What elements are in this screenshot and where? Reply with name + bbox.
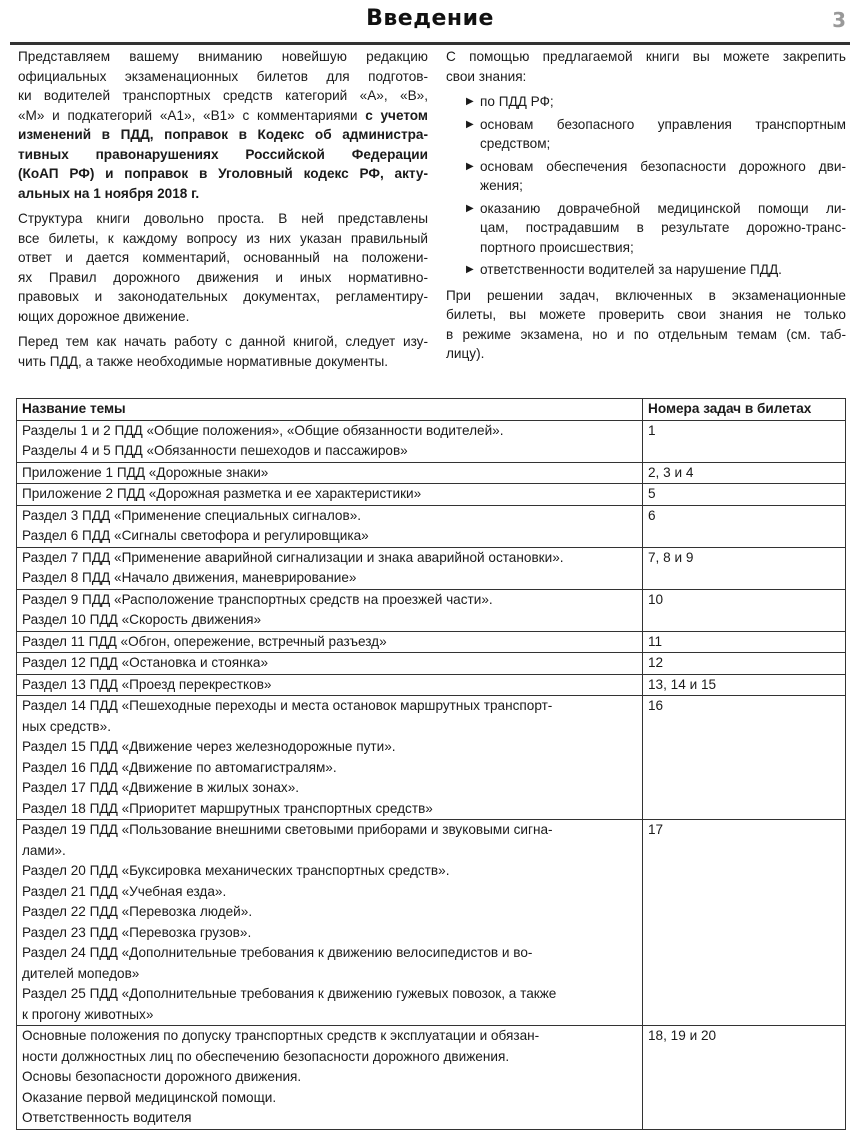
bullet-triangle-icon: ▶ xyxy=(466,160,474,172)
text-line xyxy=(18,268,428,288)
paragraph xyxy=(18,332,428,371)
paragraph xyxy=(18,209,428,326)
tasks-cell: 16 xyxy=(643,696,846,820)
text-line xyxy=(18,47,428,67)
topic-line: Раздел 25 ПДД «Дополнительные требования к движению гужевых повозок, а также xyxy=(22,986,557,1001)
topic-cell xyxy=(17,1026,643,1130)
text-line: билеты, вы можете проверить свои знания не только xyxy=(446,307,846,322)
text-line: по ПДД РФ; xyxy=(480,94,554,109)
text-line xyxy=(18,164,428,184)
text-segment: официальных экзаменационных билетов для подготов- xyxy=(18,68,428,84)
text-segment: правовых и законодательных документах, регламентиру- xyxy=(18,289,428,304)
text-line xyxy=(18,209,428,229)
text-line: основам обеспечения безопасности дорожного дви- xyxy=(480,158,846,174)
topic-line: Раздел 24 ПДД «Дополнительные требования к движению велосипедистов и во- xyxy=(22,945,533,960)
text-segment: с учетом xyxy=(365,107,428,123)
list-item xyxy=(446,157,846,196)
table-row xyxy=(17,420,846,462)
text-line: лицу). xyxy=(446,346,485,361)
table-row xyxy=(17,462,846,484)
text-line: основам безопасного управления транспортным xyxy=(480,116,846,132)
topic-line: Раздел 11 ПДД «Обгон, опережение, встречный разъезд» xyxy=(22,633,387,649)
tasks-cell: 2, 3 и 4 xyxy=(643,462,846,484)
tasks-cell: 5 xyxy=(643,484,846,506)
paragraph xyxy=(18,47,428,203)
bullet-triangle-icon: ▶ xyxy=(466,264,474,275)
topic-cell xyxy=(17,420,643,462)
topic-cell xyxy=(17,462,643,484)
topic-line: Оказание первой медицинской помощи. xyxy=(22,1089,277,1105)
topic-line: Ответственность водителя xyxy=(22,1110,192,1125)
bullet-triangle-icon: ▶ xyxy=(466,202,474,214)
text-line xyxy=(18,352,428,372)
left-column xyxy=(18,47,428,377)
page-number: 3 xyxy=(832,8,846,32)
text-line: При решении задач, включенных в экзаменационные xyxy=(446,287,846,303)
topic-line: Раздел 14 ПДД «Пешеходные переходы и места остановок маршрутных транспорт- xyxy=(22,698,553,713)
text-line xyxy=(18,67,428,87)
bullet-triangle-icon: ▶ xyxy=(466,96,474,107)
text-segment: ях Правил дорожного движения и иных нормативно- xyxy=(18,269,428,285)
text-line: жения; xyxy=(480,178,523,193)
topic-line: ности должностных лиц по обеспечению безопасности дорожного движения. xyxy=(22,1048,510,1064)
topic-line: лами». xyxy=(22,842,66,858)
topic-line: к прогону животных» xyxy=(22,1006,154,1022)
table-row xyxy=(17,505,846,547)
topic-cell xyxy=(17,696,643,820)
intro-paragraph xyxy=(446,47,846,86)
tasks-cell: 18, 19 и 20 xyxy=(643,1026,846,1130)
topic-line: Основы безопасности дорожного движения. xyxy=(22,1069,302,1084)
topic-cell xyxy=(17,547,643,589)
topic-line: Раздел 13 ПДД «Проезд перекрестков» xyxy=(22,676,272,692)
tasks-cell: 17 xyxy=(643,820,846,1026)
topic-line: Раздел 23 ПДД «Перевозка грузов». xyxy=(22,924,252,940)
text-segment: изменений в ПДД, поправок в Кодекс об администра- xyxy=(18,127,428,142)
text-segment: все билеты, к каждому вопросу из них указан правильный xyxy=(18,230,428,246)
text-line: С помощью предлагаемой книги вы можете закрепить xyxy=(446,49,846,64)
topic-line: Раздел 18 ПДД «Приоритет маршрутных транспортных средств» xyxy=(22,800,433,816)
text-segment: альных на 1 ноября 2018 г. xyxy=(18,185,200,201)
text-line: средством; xyxy=(480,136,551,151)
list-item xyxy=(446,260,846,280)
text-line: в режиме экзамена, но и по отдельным темам (см. таб- xyxy=(446,326,846,342)
table-row xyxy=(17,1026,846,1130)
table-header-row xyxy=(17,399,846,421)
topics-table xyxy=(16,398,846,1130)
text-line xyxy=(18,106,428,126)
topic-line: ных средств». xyxy=(22,718,111,734)
list-item xyxy=(446,92,846,112)
tasks-cell: 6 xyxy=(643,505,846,547)
topic-cell xyxy=(17,505,643,547)
topic-cell xyxy=(17,820,643,1026)
topic-line: Раздел 17 ПДД «Движение в жилых зонах». xyxy=(22,780,300,795)
header-tasks: Номера задач в билетах xyxy=(643,399,846,421)
table-row xyxy=(17,589,846,631)
text-segment: ющих дорожное движение. xyxy=(18,308,190,324)
topic-cell xyxy=(17,674,643,696)
bullet-triangle-icon: ▶ xyxy=(466,118,474,130)
table-row xyxy=(17,484,846,506)
text-line: цам, пострадавшим в результате дорожно-транс- xyxy=(480,220,846,235)
text-segment: Структура книги довольно проста. В ней представлены xyxy=(18,211,428,226)
text-segment: ответ и дается комментарий, основанный на положени- xyxy=(18,250,428,265)
topic-cell xyxy=(17,589,643,631)
tasks-cell: 10 xyxy=(643,589,846,631)
text-segment: (КоАП РФ) и поправок в Уголовный кодекс РФ, акту- xyxy=(18,166,428,181)
topic-line: Раздел 12 ПДД «Остановка и стоянка» xyxy=(22,655,269,670)
topic-cell xyxy=(17,484,643,506)
text-line xyxy=(18,125,428,145)
text-segment: «М» и подкатегорий «А1», «В1» с комментариями xyxy=(18,107,366,123)
topic-line: Раздел 7 ПДД «Применение аварийной сигнализации и знака аварийной остановки». xyxy=(22,549,564,565)
text-line: свои знания: xyxy=(446,68,527,84)
topic-line: Разделы 4 и 5 ПДД «Обязанности пешеходов и пассажиров» xyxy=(22,443,408,458)
text-segment: Представляем вашему вниманию новейшую редакцию xyxy=(18,49,428,64)
outro-paragraph xyxy=(446,286,846,364)
topic-line: Разделы 1 и 2 ПДД «Общие положения», «Общие обязанности водителей». xyxy=(22,422,504,438)
text-segment: ки водителей транспортных средств категорий «А», «В», xyxy=(18,88,428,103)
topic-line: Раздел 22 ПДД «Перевозка людей». xyxy=(22,904,253,919)
topic-line: Раздел 6 ПДД «Сигналы светофора и регулировщика» xyxy=(22,528,369,543)
header-topic: Название темы xyxy=(17,399,643,421)
topic-line: Раздел 21 ПДД «Учебная езда». xyxy=(22,883,227,899)
tasks-cell: 7, 8 и 9 xyxy=(643,547,846,589)
bullet-list xyxy=(446,92,846,280)
table-row xyxy=(17,631,846,653)
tasks-cell: 1 xyxy=(643,420,846,462)
topic-line: Раздел 8 ПДД «Начало движения, маневрирование» xyxy=(22,570,357,585)
text-segment: тивных правонарушениях Российской Федерации xyxy=(18,146,428,162)
text-line xyxy=(18,184,428,204)
table-row xyxy=(17,696,846,820)
text-line: портного происшествия; xyxy=(480,239,634,255)
text-line: оказанию доврачебной медицинской помощи ли- xyxy=(480,200,846,216)
text-line xyxy=(18,332,428,352)
topic-line: Раздел 9 ПДД «Расположение транспортных средств на проезжей части». xyxy=(22,591,493,607)
topic-line: Раздел 3 ПДД «Применение специальных сигналов». xyxy=(22,507,362,523)
text-line xyxy=(18,145,428,165)
table-row xyxy=(17,820,846,1026)
table-row xyxy=(17,547,846,589)
topic-line: Раздел 10 ПДД «Скорость движения» xyxy=(22,612,262,627)
tasks-cell: 12 xyxy=(643,653,846,675)
topic-cell xyxy=(17,653,643,675)
text-line xyxy=(18,229,428,249)
page-title: Введение xyxy=(366,6,494,31)
text-line xyxy=(18,307,428,327)
topic-line: Раздел 16 ПДД «Движение по автомагистралям». xyxy=(22,759,337,775)
tasks-cell: 11 xyxy=(643,631,846,653)
text-segment: Перед тем как начать работу с данной книгой, следует изу- xyxy=(18,334,428,349)
topic-line: Приложение 1 ПДД «Дорожные знаки» xyxy=(22,464,269,480)
text-line: ответственности водителей за нарушение ПДД. xyxy=(480,262,782,277)
topic-line: Раздел 19 ПДД «Пользование внешними световыми приборами и звуковыми сигна- xyxy=(22,822,553,837)
topic-line: Приложение 2 ПДД «Дорожная разметка и ее характеристики» xyxy=(22,486,422,501)
topic-line: дителей мопедов» xyxy=(22,965,140,981)
table-row xyxy=(17,674,846,696)
text-line xyxy=(18,287,428,307)
topic-line: Основные положения по допуску транспортных средств к эксплуатации и обязан- xyxy=(22,1028,540,1043)
topic-line: Раздел 20 ПДД «Буксировка механических транспортных средств». xyxy=(22,863,450,878)
list-item xyxy=(446,115,846,154)
text-segment: чить ПДД, а также необходимые нормативные документы. xyxy=(18,353,389,369)
topic-line: Раздел 15 ПДД «Движение через железнодорожные пути». xyxy=(22,739,396,754)
topic-cell xyxy=(17,631,643,653)
header-divider xyxy=(10,42,850,45)
tasks-cell: 13, 14 и 15 xyxy=(643,674,846,696)
text-line xyxy=(18,86,428,106)
right-column xyxy=(446,47,846,370)
text-line xyxy=(18,248,428,268)
list-item xyxy=(446,199,846,258)
table-row xyxy=(17,653,846,675)
